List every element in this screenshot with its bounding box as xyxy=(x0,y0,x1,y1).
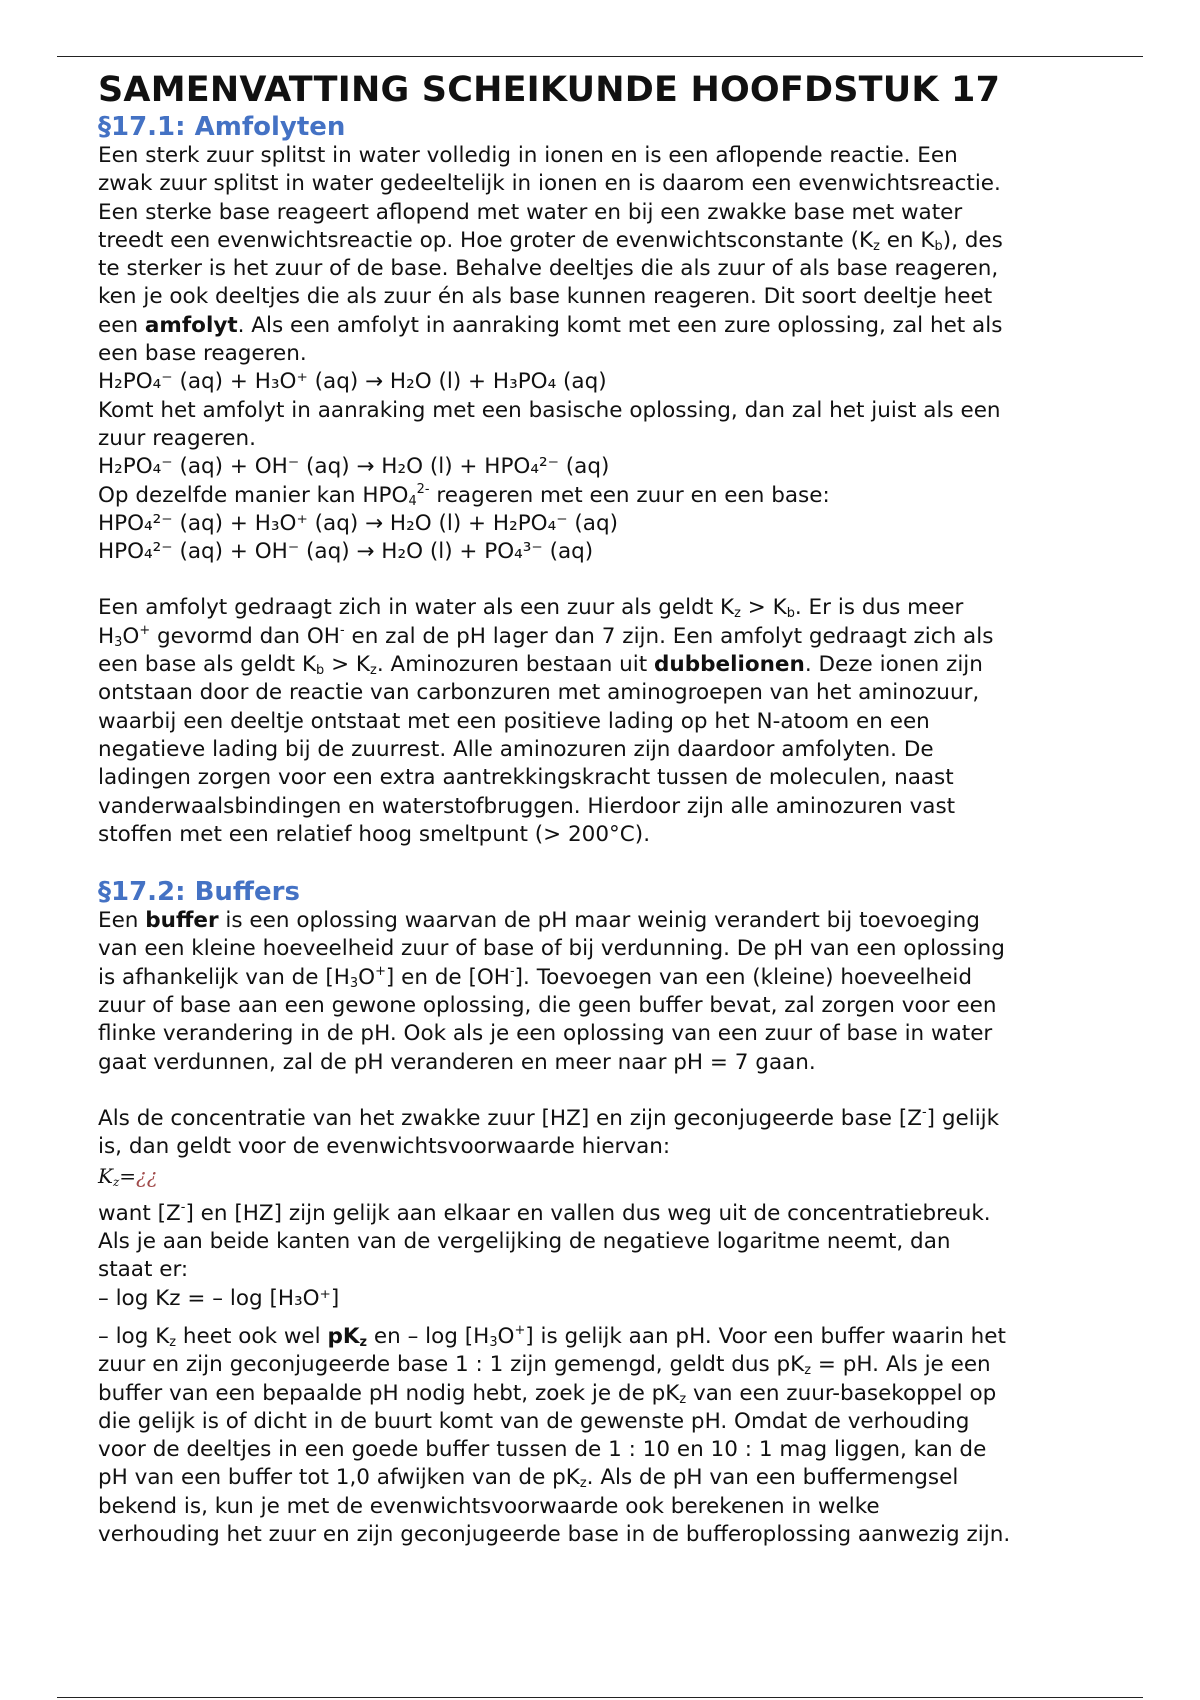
text-line: waarbij een deeltje ontstaat met een positieve lading op het N-atoom en een xyxy=(98,708,930,734)
text-line: – $\log K_z$ heet ook wel $pK_z$ en – $\log [H_3O^+]$ is gelijk aan pH. Voor een buffer waarin het xyxy=(98,1322,1006,1351)
text-line: ken je ook deeltjes die als zuur én als base kunnen reageren. Dit soort deeltje heet xyxy=(98,284,993,310)
text-line: zuur reageren. xyxy=(98,425,256,451)
equation-4: HPO₄²⁻ (aq) + OH⁻ (aq) → H₂O (l) + PO₄³⁻ (aq) xyxy=(98,539,594,565)
text-line: Een sterk zuur splitst in water volledig in ionen en is een aflopende reactie. Een xyxy=(98,143,958,168)
bottom-rule xyxy=(57,1697,1143,1698)
paragraph-evenwicht xyxy=(98,1105,1128,1190)
equation-1: H₂PO₄⁻ (aq) + H₃O⁺ (aq) → H₂O (l) + H₃PO₄ (aq) xyxy=(98,369,607,395)
text-line: Als je aan beide kanten van de vergelijking de negatieve logaritme neemt, dan xyxy=(98,1229,951,1255)
text-line: is, dan geldt voor de evenwichtsvoorwaarde hiervan: xyxy=(98,1134,671,1160)
text-line: flinke verandering in de pH. Ook als je een oplossing van een zuur of base in water xyxy=(98,1021,993,1047)
text-line: want [Z-] en [HZ] zijn gelijk aan elkaar en vallen dus weg uit de concentratiebreuk. xyxy=(98,1199,991,1226)
text-line: zwak zuur splitst in water gedeeltelijk in ionen en is daarom een evenwichtsreactie. xyxy=(98,171,1001,197)
text-line: bekend is, kun je met de evenwichtsvoorwaarde ook berekenen in welke xyxy=(98,1493,880,1519)
equation-3: HPO₄²⁻ (aq) + H₃O⁺ (aq) → H₂O (l) + H₂PO₄⁻ (aq) xyxy=(98,510,618,536)
text-line: een base als geldt $K_b > K_z$. Aminozuren bestaan uit dubbelionen. Deze ionen zijn xyxy=(98,652,983,679)
text-line: een base reageren. xyxy=(98,341,307,367)
text-line: Komt het amfolyt in aanraking met een basische oplossing, dan zal het juist als een xyxy=(98,397,1001,423)
paragraph-pkz xyxy=(98,1323,1128,1549)
text-line: te sterker is het zuur of de base. Behalve deeltjes die als zuur of als base reageren, xyxy=(98,256,999,282)
top-rule xyxy=(57,56,1143,57)
text-line: zuur en zijn geconjugeerde base 1 : 1 zijn gemengd, geldt dus $pK_z$ = pH. Als je een xyxy=(98,1352,991,1379)
paragraph-buffer-intro xyxy=(98,907,1128,1077)
text-line: Als de concentratie van het zwakke zuur [HZ] en zijn geconjugeerde base [Z-] gelijk xyxy=(98,1104,1000,1131)
equation-5: – log Kz = – log [H₃O⁺] xyxy=(98,1285,340,1311)
paragraph-amfolyt-gedrag xyxy=(98,594,1128,849)
text-line: buffer van een bepaalde pH nodig hebt, zoek je de $pK_z$ van een zuur-basekoppel op xyxy=(98,1380,997,1407)
text-line: staat er: xyxy=(98,1257,189,1283)
section-heading-buffers: §17.2: Buffers xyxy=(98,877,300,908)
text-line: is afhankelijk van de $[H_3O^+]$ en de [OH-]. Toevoegen van een (kleine) hoeveelheid xyxy=(98,963,972,991)
text-line: Een sterke base reageert aflopend met water en bij een zwakke base met water xyxy=(98,199,963,225)
text-line: gaat verdunnen, zal de pH veranderen en meer naar pH = 7 gaan. xyxy=(98,1049,816,1075)
text-line: zuur of base aan een gewone oplossing, die geen buffer bevat, zal zorgen voor een xyxy=(98,993,997,1019)
text-line: vanderwaalsbindingen en waterstofbruggen. Hierdoor zijn alle aminozuren vast xyxy=(98,793,956,819)
text-line: Een amfolyt gedraagt zich in water als een zuur als geldt $K_z > K_b$. Er is dus meer xyxy=(98,595,964,622)
text-line: pH van een buffer tot 1,0 afwijken van de $pK_z$. Als de pH van een buffermengsel xyxy=(98,1465,959,1492)
term-pkz: $pK_z$ xyxy=(327,1323,368,1351)
text-line: $H_3O^+$ gevormd dan OH- en zal de pH lager dan 7 zijn. Een amfolyt gedraagt zich als xyxy=(98,622,994,650)
text-line: Op dezelfde manier kan $HPO_4^{2-}$ reageren met een zuur en een base: xyxy=(98,481,830,509)
text-line: Een buffer is een oplossing waarvan de pH maar weinig verandert bij toevoeging xyxy=(98,908,980,934)
text-line: voor de deeltjes in een goede buffer tussen de 1 : 10 en 10 : 1 mag liggen, kan de xyxy=(98,1437,987,1463)
document-page xyxy=(98,68,1128,1549)
paragraph-logaritme xyxy=(98,1200,1128,1313)
term-amfolyt: amfolyt xyxy=(144,312,238,338)
text-line: van een kleine hoeveelheid zuur of base of bij verdunning. De pH van een oplossing xyxy=(98,936,1005,962)
section-heading-amfolyten: §17.1: Amfolyten xyxy=(98,112,346,142)
text-line: verhouding het zuur en zijn geconjugeerde base in de bufferoplossing aanwezig zijn. xyxy=(98,1522,1011,1548)
paragraph-amfolyten-intro xyxy=(98,142,1128,368)
term-dubbelionen: dubbelionen xyxy=(654,652,805,678)
equilibrium-formula: $K_z=¿¿$ xyxy=(98,1163,158,1189)
document-title: SAMENVATTING SCHEIKUNDE HOOFDSTUK 17 xyxy=(98,70,1001,110)
equation-2: H₂PO₄⁻ (aq) + OH⁻ (aq) → H₂O (l) + HPO₄²⁻ (aq) xyxy=(98,454,610,480)
text-line: ontstaan door de reactie van carbonzuren met aminogroepen van het aminozuur, xyxy=(98,680,980,706)
text-line: die gelijk is of dicht in de buurt komt van de gewenste pH. Omdat de verhouding xyxy=(98,1408,970,1434)
text-line: een amfolyt. Als een amfolyt in aanraking komt met een zure oplossing, zal het als xyxy=(98,312,1003,338)
text-line: negatieve lading bij de zuurrest. Alle aminozuren zijn daardoor amfolyten. De xyxy=(98,736,934,762)
text-line: treedt een evenwichtsreactie op. Hoe groter de evenwichtsconstante ($K_z$ en $K_b$), des xyxy=(98,227,1003,255)
text-line: ladingen zorgen voor een extra aantrekkingskracht tussen de moleculen, naast xyxy=(98,765,954,791)
term-buffer: buffer xyxy=(145,908,219,934)
text-line: stoffen met een relatief hoog smeltpunt (> 200°C). xyxy=(98,821,651,847)
